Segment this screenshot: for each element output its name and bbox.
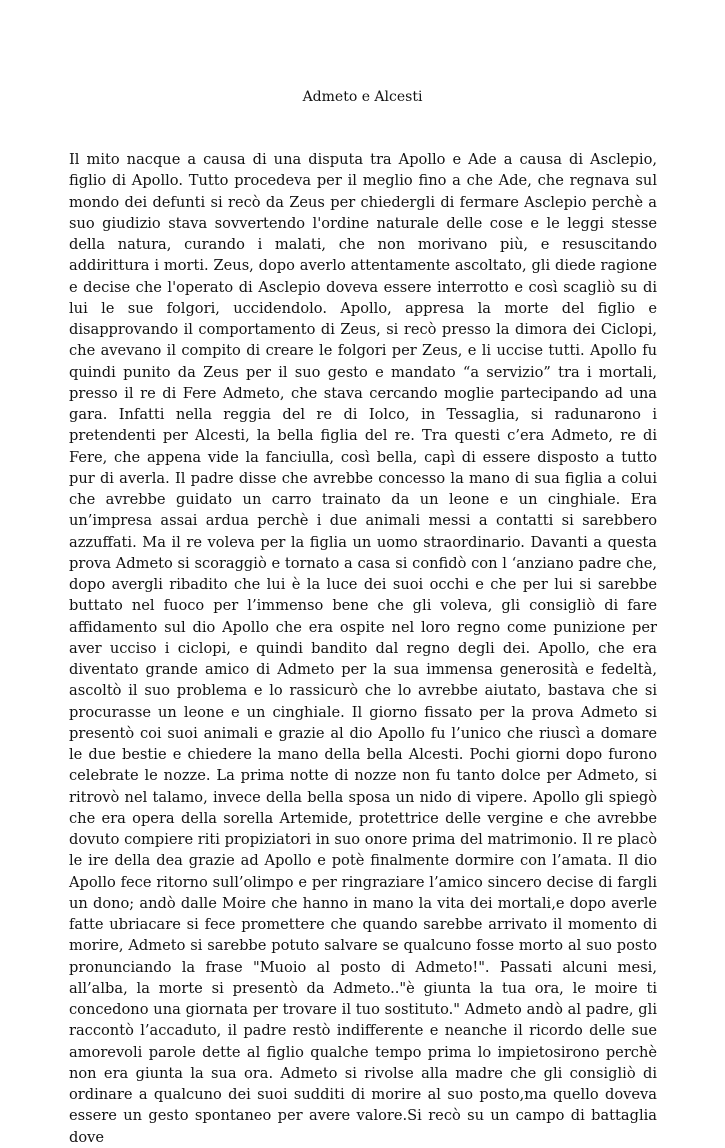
body-paragraph: Il mito nacque a causa di una disputa tra Apollo e Ade a causa di Asclepio, figlio di Apollo. Tutto procedeva per il meglio fino a che Ade, che regnava sul mondo dei defunti si recò da Zeus per chiedergli di fermare Asclepio perchè a suo giudizio stava sovvertendo l'ordine naturale delle cose e le leggi stesse della natura, curando i malati, che non morivano più, e resuscitando addirittura i morti. Zeus, dopo averlo attentamente ascoltato, gli diede ragione e decise che l'operato di Asclepio doveva essere interrotto e così scagliò su di lui le sue folgori, uccidendolo. Apollo, appresa la morte del figlio e disapprovando il comportamento di Zeus, si recò presso la dimora dei Ciclopi, che avevano il compito di creare le folgori per Zeus, e li uccise tutti. Apollo fu quindi punito da Zeus per il suo gesto e mandato “a servizio” tra i mortali, presso il re di Fere Admeto, che stava cercando moglie partecipando ad una gara. Infatti nella reggia del re di Iolco, in Tessaglia, si radunarono i pretendenti per Alcesti, la bella figlia del re. Tra questi c’era Admeto, re di Fere, che appena vide la fanciulla, così bella, capì di essere disposto a tutto pur di averla. Il padre disse che avrebbe concesso la mano di sua figlia a colui che avrebbe guidato un carro trainato da un leone e un cinghiale. Era un’impresa assai ardua perchè i due animali messi a contatti si sarebbero azzuffati. Ma il re voleva per la figlia un uomo straordinario. Davanti a questa prova Admeto si scoraggiò e tornato a casa si confidò con l ‘anziano padre che, dopo avergli ribadito che lui è la luce dei suoi occhi e che per lui si sarebbe buttato nel fuoco per l’immenso bene che gli voleva, gli consigliò di fare affidamento sul dio Apollo che era ospite nel loro regno come punizione per aver ucciso i ciclopi, e quindi bandito dal regno degli dei. Apollo, che era diventato grande amico di Admeto per la sua immensa generosità e fedeltà, ascoltò il suo problema e lo rassicurò che lo avrebbe aiutato, bastava che si procurasse un leone e un cinghiale. Il giorno fissato per la prova Admeto si presentò coi suoi animali e grazie al dio Apollo fu l’unico che riuscì a domare le due bestie e chiedere la mano della bella Alcesti. Pochi giorni dopo furono celebrate le nozze. La prima notte di nozze non fu tanto dolce per Admeto, si ritrovò nel talamo, invece della bella sposa un nido di vipere. Apollo gli spiegò che era opera della sorella Artemide, protettrice delle vergine e che avrebbe dovuto compiere riti propiziatori in suo onore prima del matrimonio. Il re placò le ire della dea grazie ad Apollo e potè finalmente dormire con l’amata. Il dio Apollo fece ritorno sull’olimpo e per ringraziare l’amico sincero decise di fargli un dono; andò dalle Moire che hanno in mano la vita dei mortali,e dopo averle fatte ubriacare si fece promettere che quando sarebbe arrivato il momento di morire, Admeto si sarebbe potuto salvare se qualcuno fosse morto al suo posto pronunciando la frase "Muoio al posto di Admeto!". Passati alcuni mesi, all’alba, la morte si presentò da Admeto.."è giunta la tua ora, le moire ti concedono una giornata per trovare il tuo sostituto." Admeto andò al padre, gli raccontò l’accaduto, il padre restò indifferente e neanche il ricordo delle sue amorevoli parole dette al figlio qualche tempo prima lo impietosirono perchè non era giunta la sua ora. Admeto si rivolse alla madre che gli consigliò di ordinare a qualcuno dei suoi sudditi di morire al suo posto,ma quello doveva essere un gesto spontaneo per avere valore.Si recò su un campo di battaglia dove [69,151,657,1146]
document-title: Admeto e Alcesti [302,89,423,105]
